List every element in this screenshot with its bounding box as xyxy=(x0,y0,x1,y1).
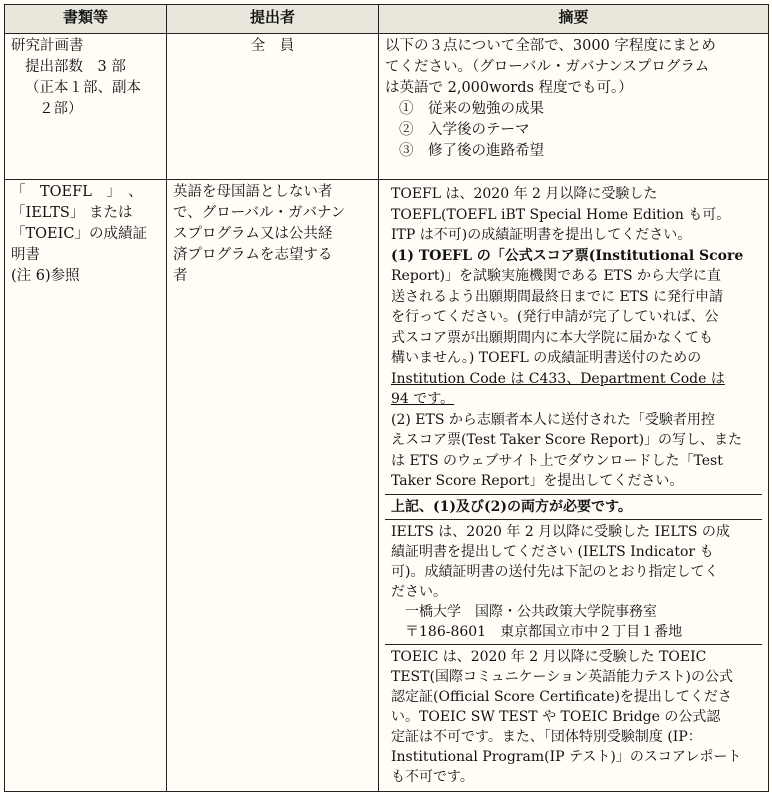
research-plan-submitter xyxy=(167,34,379,180)
toefl-line: を行ってください。(発行申請が完了していれば、公 xyxy=(391,309,719,325)
summary-line: てください。（グローバル・ガバナンスプログラム xyxy=(385,59,710,75)
doc-line: 「TOEIC」の成績証 xyxy=(11,226,147,242)
toefl-line: TOEFL(TOEFL iBT Special Home Edition も可。 xyxy=(391,206,731,223)
submitter-line: 者 xyxy=(173,268,188,284)
header-row xyxy=(5,5,769,34)
toefl-line: Institution Code は C433、Department Code は xyxy=(391,370,725,387)
toeic-line: 認定証(Official Score Certificate)を提出してくださ xyxy=(391,688,732,705)
row-english-tests xyxy=(5,180,769,792)
summary-item: ② 入学後のテーマ xyxy=(399,122,530,138)
ielts-line: 績証明書を提出してください (IELTS Indicator も xyxy=(391,543,714,560)
english-test-summary xyxy=(379,180,769,792)
header-summary: 摘要 xyxy=(379,5,769,34)
doc-line: 「 TOEFL 」 、 xyxy=(11,184,143,200)
toefl-line: は ETS のウェブサイト上でダウンロードした「Test xyxy=(391,452,723,469)
research-plan-summary xyxy=(379,34,769,180)
toeic-line: も不可です。 xyxy=(391,768,474,785)
row-research-plan xyxy=(5,34,769,180)
submitter-line: で、グローバル・ガバナン xyxy=(173,205,346,221)
submitter-text: 全 員 xyxy=(250,38,295,54)
header-documents: 書類等 xyxy=(5,5,167,34)
summary-item: ③ 修了後の進路希望 xyxy=(399,143,544,159)
doc-line: 提出部数 3 部 xyxy=(25,59,126,75)
ielts-line: IELTS は、2020 年 2 月以降に受験した IELTS の成 xyxy=(391,523,730,540)
english-test-doc xyxy=(5,180,167,792)
requirements-table xyxy=(4,4,769,792)
english-test-submitter xyxy=(167,180,379,792)
toefl-both-required xyxy=(385,495,762,520)
toefl-line: 94 です。 xyxy=(391,391,455,407)
doc-line: ２部） xyxy=(39,101,83,117)
toeic-line: い。TOEIC SW TEST や TOEIC Bridge の公式認 xyxy=(391,708,721,725)
research-plan-doc xyxy=(5,34,167,180)
doc-line: 明書 xyxy=(11,247,40,263)
toefl-line: TOEFL は、2020 年 2 月以降に受験した xyxy=(391,186,658,202)
summary-line: は英語で 2,000words 程度でも可。） xyxy=(385,80,633,96)
ielts-address: 〒186-8601 東京都国立市中２丁目１番地 xyxy=(405,623,683,640)
submitter-line: 済プログラムを志望する xyxy=(173,247,333,263)
toefl-line: (2) ETS から志願者本人に送付された「受験者用控 xyxy=(391,411,715,428)
both-required-note: 上記、(1)及び(2)の両方が必要です。 xyxy=(391,498,632,515)
doc-line: (注 6)参照 xyxy=(11,268,80,284)
doc-line: （正本１部、副本 xyxy=(25,80,141,96)
doc-line: 「IELTS」 または xyxy=(11,205,133,221)
doc-line: 研究計画書 xyxy=(11,38,84,54)
toefl-line: 構いません。) TOEFL の成績証明書送付のための xyxy=(391,350,702,366)
ielts-section xyxy=(385,520,762,645)
summary-item: ① 従来の勉強の成果 xyxy=(399,101,544,117)
toeic-line: TOEIC は、2020 年 2 月以降に受験した TOEIC xyxy=(391,648,707,665)
toeic-line: Institutional Program(IP テスト)」のスコアレポート xyxy=(391,748,742,765)
summary-line: 以下の３点について全部で、3000 字程度にまとめ xyxy=(385,38,716,54)
ielts-address: 一橋大学 国際・公共政策大学院事務室 xyxy=(405,603,657,620)
toefl-section xyxy=(385,182,762,495)
toefl-line: ITP は不可)の成績証明書を提出してください。 xyxy=(391,227,692,243)
toeic-line: TEST(国際コミュニケーション英語能力テスト)の公式 xyxy=(391,668,734,685)
header-submitter: 提出者 xyxy=(167,5,379,34)
toefl-line: (1) TOEFL の「公式スコア票(Institutional Score xyxy=(391,247,744,264)
submitter-line: スプログラム又は公共経 xyxy=(173,226,333,242)
ielts-line: 可)。成績証明書の送付先は下記のとおり指定してく xyxy=(391,563,719,580)
ielts-line: ださい。 xyxy=(391,583,447,600)
toeic-line: 定証は不可です。また、「団体特別受験制度 (IP： xyxy=(391,728,702,745)
submitter-line: 英語を母国語としない者 xyxy=(173,184,333,200)
toefl-line: Report)」を試験実施機関である ETS から大学に直 xyxy=(391,268,722,284)
toefl-line: 式スコア票が出願期間内に本大学院に届かなくても xyxy=(391,329,713,346)
toefl-line: Taker Score Report」を提出してください。 xyxy=(391,473,684,489)
toefl-line: えスコア票(Test Taker Score Report)」の写し、また xyxy=(391,432,743,448)
toefl-line: 送されるよう出願期間最終日までに ETS に発行申請 xyxy=(391,288,724,305)
